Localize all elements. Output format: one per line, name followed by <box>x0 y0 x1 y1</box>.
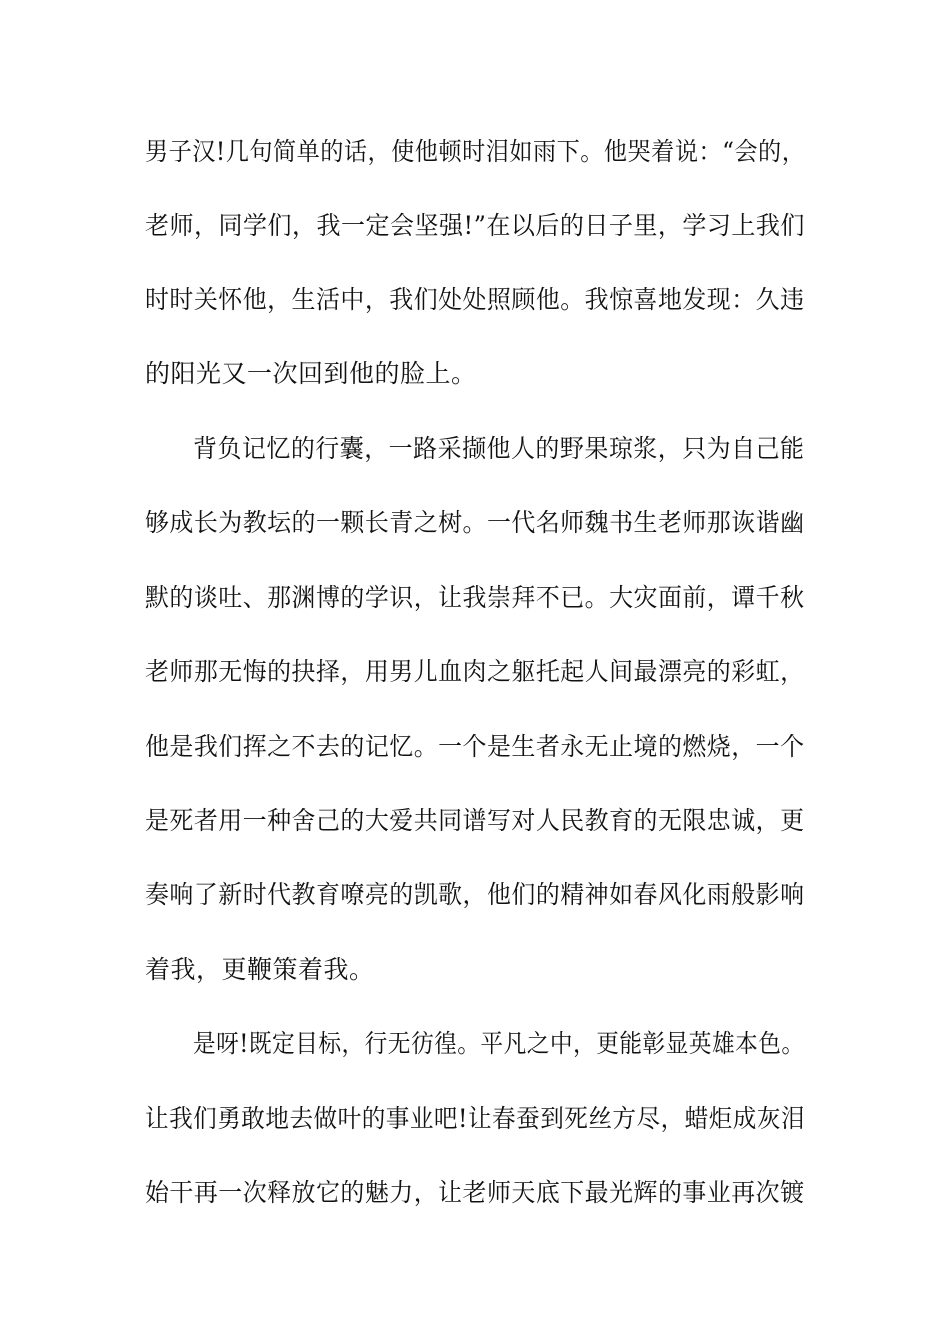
text-line: 默的谈吐、那渊博的学识，让我崇拜不已。大灾面前，谭千秋 <box>145 583 805 612</box>
text-line: 男子汉!几句简单的话，使他顿时泪如雨下。他哭着说：“会的， <box>145 137 806 166</box>
text-line: 是呀!既定目标，行无彷徨。平凡之中，更能彰显英雄本色。 <box>193 1029 805 1058</box>
text-line: 老师，同学们，我一定会坚强!”在以后的日子里，学习上我们 <box>145 211 805 240</box>
text-line: 他是我们挥之不去的记忆。一个是生者永无止境的燃烧，一个 <box>145 732 805 761</box>
text-line: 背负记忆的行囊，一路采撷他人的野果琼浆，只为自己能 <box>193 434 805 463</box>
text-line: 始干再一次释放它的魅力，让老师天底下最光辉的事业再次镀 <box>145 1178 805 1207</box>
text-line: 时时关怀他，生活中，我们处处照顾他。我惊喜地发现：久违 <box>145 285 805 314</box>
text-line: 老师那无悔的抉择，用男儿血肉之躯托起人间最漂亮的彩虹， <box>145 657 805 686</box>
text-line: 奏响了新时代教育嘹亮的凯歌，他们的精神如春风化雨般影响 <box>145 880 805 909</box>
text-line: 让我们勇敢地去做叶的事业吧!让春蚕到死丝方尽，蜡炬成灰泪 <box>145 1104 806 1133</box>
text-line: 着我，更鞭策着我。 <box>145 955 375 984</box>
text-line: 的阳光又一次回到他的脸上。 <box>145 359 477 388</box>
text-line: 够成长为教坛的一颗长青之树。一代名师魏书生老师那诙谐幽 <box>145 508 805 537</box>
text-line: 是死者用一种舍己的大爱共同谱写对人民教育的无限忠诚，更 <box>145 806 805 835</box>
